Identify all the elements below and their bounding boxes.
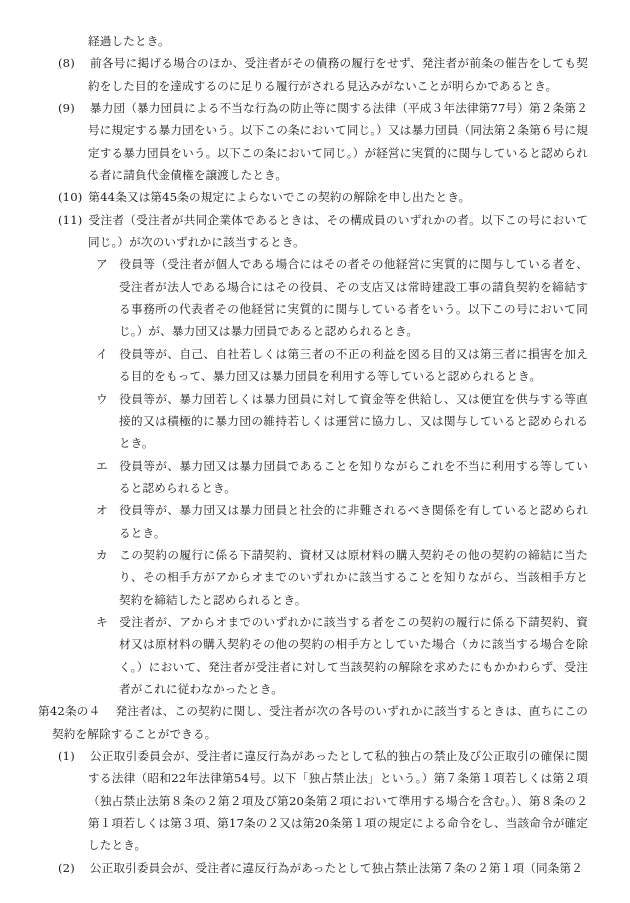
paragraph-text: 役員等（受注者が個人である場合にはその者その他経営に実質的に関与している者を、受注者が法人である場合にはその役員、その支店又は常時建設工事の請負契約を締結する事務所の代表者その他経営に実質的に関与している者をいう。以下この号において同じ。）が、暴力団又は暴力団員であると認められるとき。: [119, 257, 588, 339]
sub-item-ki: [38, 611, 588, 700]
sub-item-marker: イ: [96, 346, 109, 361]
sub-item-marker: エ: [96, 458, 109, 473]
paragraph-text: 暴力団（暴力団員による不当な行為の防止等に関する法律（平成３年法律第77号）第２条第２号に規定する暴力団をいう。以下この条において同じ。）又は暴力団員（同法第２条第６号に規定する暴力団員をいう。以下この条において同じ。）が経営に実質的に関与していると認められる者に請負代金債権を譲渡したとき。: [88, 101, 588, 183]
document-body-column: [0, 30, 630, 879]
sub-item-marker: カ: [96, 547, 109, 562]
paragraph-text: 役員等が、暴力団又は暴力団員と社会的に非難されるべき関係を有していると認められるとき。: [119, 503, 588, 540]
sub-item-marker: オ: [96, 503, 109, 518]
sub-item-u: [38, 388, 588, 455]
article-42-4-list-item-2: [38, 857, 588, 879]
paragraph-text: 前各号に掲げる場合のほか、受注者がその債務の履行をせず、発注者が前条の催告をしても契約をした目的を達成するのに足りる履行がされる見込みがないことが明らかであるとき。: [88, 56, 588, 93]
paragraph-text: 受注者（受注者が共同企業体であるときは、その構成員のいずれかの者。以下この号において同じ。）が次のいずれかに該当するとき。: [88, 212, 588, 250]
sub-item-marker: キ: [96, 614, 109, 629]
list-item-11: [38, 209, 588, 254]
paragraph-text: 公正取引委員会が、受注者に違反行為があったとして独占禁止法第７条の２第１項（同条第２: [89, 860, 583, 875]
list-marker: (2): [58, 860, 75, 875]
list-marker: (8): [58, 56, 75, 71]
article-number: 第42条の４: [38, 704, 101, 719]
paragraph-text: 第44条又は第45条の規定によらないでこの契約の解除を申し出たとき。: [88, 190, 471, 205]
list-item-8: [38, 52, 588, 97]
paragraph-text: 経過したとき。: [88, 34, 170, 48]
article-heading-42-4: [38, 700, 588, 745]
sub-item-i: [38, 343, 588, 388]
sub-item-o: [38, 499, 588, 544]
paragraph-text: 発注者は、この契約に関し、受注者が次の各号のいずれかに該当するときは、直ちにこの契約を解除することができる。: [52, 704, 588, 741]
paragraph-text: 公正取引委員会が、受注者に違反行為があったとして私的独占の禁止及び公正取引の確保に関する法律（昭和22年法律第54号。以下「独占禁止法」という。）第７条第１項若しくは第２項（独占禁止法第８条の２第２項及び第20条第２項において準用する場合を含む。）、第８条の２第１項若しくは第３項、第17条の２又は第20条第１項の規定による命令をし、当該命令が確定したとき。: [88, 749, 588, 853]
paragraph-text: 役員等が、暴力団又は暴力団員であることを知りながらこれを不当に利用する等していると認められるとき。: [119, 458, 588, 495]
list-item-10: [38, 186, 588, 208]
list-marker: (1): [58, 749, 75, 763]
sub-item-marker: ウ: [96, 391, 109, 406]
paragraph-text: この契約の履行に係る下請契約、資材又は原材料の購入契約その他の契約の締結に当たり、その相手方がアからオまでのいずれかに該当することを知りながら、当該相手方と契約を締結したと認められるとき。: [119, 547, 588, 607]
sub-item-ka: [38, 544, 588, 611]
list-marker: (9): [58, 101, 75, 116]
paragraph-text: 役員等が、自己、自社若しくは第三者の不正の利益を図る目的又は第三者に損害を加える目的をもって、暴力団又は暴力団員を利用する等していると認められるとき。: [119, 346, 588, 384]
paragraph-continuation-item-7: [38, 30, 588, 52]
paragraph-text: 受注者が、アからオまでのいずれかに該当する者をこの契約の履行に係る下請契約、資材又は原材料の購入契約その他の契約の相手方としていた場合（カに該当する場合を除く。）において、発注者が受注者に対して当該契約の解除を求めたにもかかわらず、受注者がこれに従わなかったとき。: [119, 614, 588, 696]
sub-item-marker: ア: [96, 257, 109, 272]
article-42-4-list-item-1: [38, 745, 588, 857]
list-item-9: [38, 97, 588, 186]
paragraph-text: 役員等が、暴力団若しくは暴力団員に対して資金等を供給し、又は便宜を供与する等直接的又は積極的に暴力団の維持若しくは運営に協力し、又は関与していると認められるとき。: [119, 391, 588, 451]
sub-item-a: [38, 253, 588, 342]
list-marker: (10): [58, 190, 83, 205]
sub-item-e: [38, 455, 588, 500]
list-marker: (11): [58, 212, 83, 227]
